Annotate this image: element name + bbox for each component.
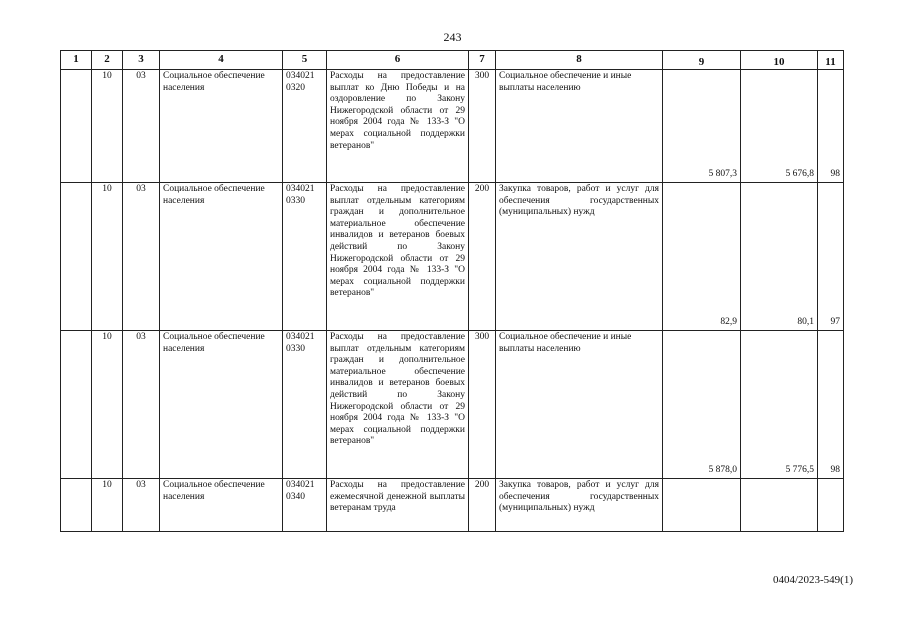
cell-target-code: 034021 0330	[283, 331, 327, 479]
cell-type-code: 300	[469, 331, 496, 479]
header-cell: 1	[61, 51, 92, 70]
cell-expense-description: Расходы на предоставление выплат отдельным категориям граждан и дополнительное материальное обеспечение инвалидов и ветеранов боевых действий по Закону Нижегородской области от 29 ноября 2004 года № 133-З "О мерах социальной поддержки ветеранов"	[327, 183, 469, 331]
cell-expense-description: Расходы на предоставление ежемесячной денежной выплаты ветеранам труда	[327, 479, 469, 532]
cell-executed: 5 776,5	[741, 331, 818, 479]
cell-section: 10	[92, 479, 123, 532]
cell-col1	[61, 183, 92, 331]
header-cell: 6	[327, 51, 469, 70]
cell-target-code: 034021 0340	[283, 479, 327, 532]
cell-subsection: 03	[123, 70, 160, 183]
table-row	[61, 70, 844, 183]
table-row	[61, 479, 844, 532]
cell-section: 10	[92, 183, 123, 331]
cell-section: 10	[92, 70, 123, 183]
cell-percent: 97	[818, 183, 844, 331]
header-cell: 2	[92, 51, 123, 70]
header-cell: 9	[663, 51, 741, 70]
cell-executed	[741, 479, 818, 532]
cell-planned: 82,9	[663, 183, 741, 331]
header-cell: 3	[123, 51, 160, 70]
cell-section-name: Социальное обеспечение населения	[160, 70, 283, 183]
cell-planned	[663, 479, 741, 532]
cell-expense-description: Расходы на предоставление выплат ко Дню Победы и на оздоровление по Закону Нижегородской области от 29 ноября 2004 года № 133-З "О мерах социальной поддержки ветеранов"	[327, 70, 469, 183]
cell-target-code: 034021 0330	[283, 183, 327, 331]
header-cell: 7	[469, 51, 496, 70]
cell-type-code: 200	[469, 183, 496, 331]
cell-subsection: 03	[123, 479, 160, 532]
cell-section-name: Социальное обеспечение населения	[160, 183, 283, 331]
header-cell: 8	[496, 51, 663, 70]
cell-col1	[61, 479, 92, 532]
header-row	[61, 51, 844, 70]
budget-table	[60, 50, 844, 532]
cell-subsection: 03	[123, 183, 160, 331]
cell-col1	[61, 70, 92, 183]
cell-percent: 98	[818, 331, 844, 479]
table-row	[61, 331, 844, 479]
cell-section-name: Социальное обеспечение населения	[160, 331, 283, 479]
header-cell: 5	[283, 51, 327, 70]
cell-type-name: Закупка товаров, работ и услуг для обеспечения государственных (муниципальных) нужд	[496, 183, 663, 331]
cell-executed: 80,1	[741, 183, 818, 331]
cell-planned: 5 878,0	[663, 331, 741, 479]
cell-col1	[61, 331, 92, 479]
cell-executed: 5 676,8	[741, 70, 818, 183]
cell-target-code: 034021 0320	[283, 70, 327, 183]
cell-type-name: Социальное обеспечение и иные выплаты населению	[496, 331, 663, 479]
cell-expense-description: Расходы на предоставление выплат отдельным категориям граждан и дополнительное материальное обеспечение инвалидов и ветеранов боевых действий по Закону Нижегородской области от 29 ноября 2004 года № 133-З "О мерах социальной поддержки ветеранов"	[327, 331, 469, 479]
cell-type-code: 200	[469, 479, 496, 532]
cell-type-code: 300	[469, 70, 496, 183]
document-code: 0404/2023-549(1)	[772, 574, 853, 586]
header-cell: 10	[741, 51, 818, 70]
cell-percent: 98	[818, 70, 844, 183]
cell-subsection: 03	[123, 331, 160, 479]
cell-section-name: Социальное обеспечение населения	[160, 479, 283, 532]
page-number: 243	[443, 30, 462, 44]
cell-type-name: Закупка товаров, работ и услуг для обеспечения государственных (муниципальных) нужд	[496, 479, 663, 532]
cell-planned: 5 807,3	[663, 70, 741, 183]
header-cell: 4	[160, 51, 283, 70]
header-cell: 11	[818, 51, 844, 70]
cell-type-name: Социальное обеспечение и иные выплаты населению	[496, 70, 663, 183]
table-row	[61, 183, 844, 331]
cell-section: 10	[92, 331, 123, 479]
cell-percent	[818, 479, 844, 532]
